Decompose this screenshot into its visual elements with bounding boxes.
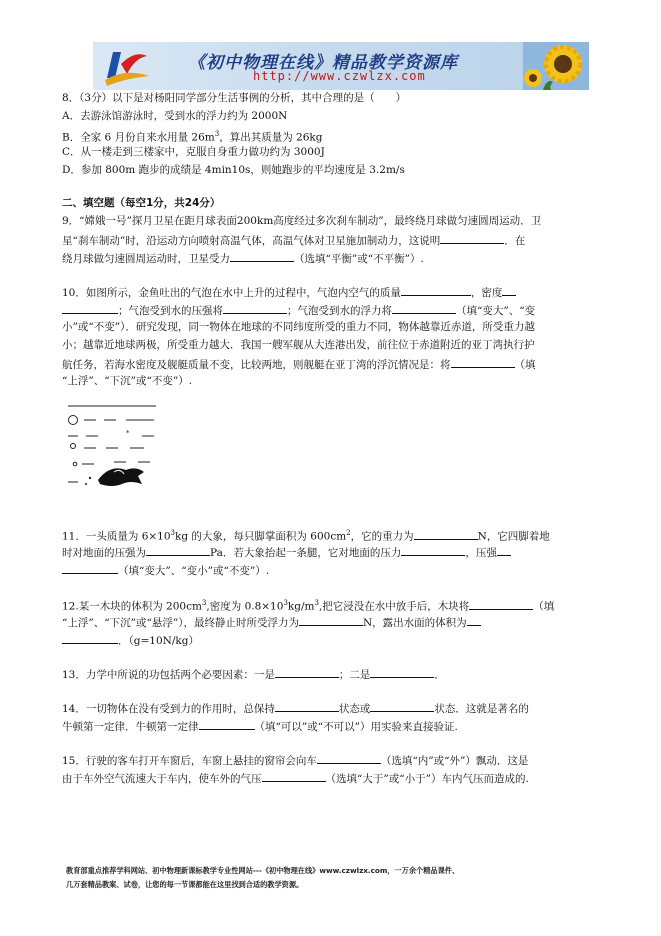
site-logo-icon xyxy=(95,44,155,88)
q8-option-c: C．从一楼走到三楼家中，克服自身重力做功约为 3000J xyxy=(62,146,325,158)
svg-text:*: * xyxy=(126,429,130,437)
q10-line-4: 小；越靠近地球两极，所受重力越大．我国一艘军舰从大连港出发，前往位于赤道附近的亚丁湾执行护 xyxy=(62,339,535,351)
answer-blank[interactable] xyxy=(497,544,511,556)
section-heading: 二、填空题（每空1分，共24分） xyxy=(62,197,221,209)
q12-line-2 xyxy=(62,614,481,630)
answer-blank[interactable] xyxy=(469,598,533,610)
q15-text: （选填“内”或“外”）飘动．这是 xyxy=(380,755,529,767)
q9-text: 绕月球做匀速圆周运动时，卫星受力 xyxy=(62,253,230,265)
q9-text: （选填“平衡”或“不平衡”）. xyxy=(294,253,424,265)
q13-text: 13．力学中所说的功包括两个必要因素：一是 xyxy=(62,669,275,681)
banner-title: 《初中物理在线》精品教学资源库 xyxy=(188,53,458,73)
answer-blank[interactable] xyxy=(392,302,456,314)
q11-text: Pa．若大象抬起一条腿，它对地面的压力 xyxy=(210,547,402,559)
q12-text: （填 xyxy=(533,600,555,613)
q15-text: 由于车外空气流速大于车内，使车外的气压 xyxy=(62,773,262,785)
superscript: 3 xyxy=(283,599,288,607)
answer-blank[interactable] xyxy=(317,752,381,764)
q14-text: 状态．这就是著名的 xyxy=(434,703,529,715)
q15-text: 15．行驶的客车打开车窗后，车窗上悬挂的窗帘会向车 xyxy=(62,755,317,767)
q12-text: ．（g=10N/kg） xyxy=(118,635,199,647)
answer-blank[interactable] xyxy=(451,356,515,368)
q12-text: ,把它浸没在水中放手后，木块将 xyxy=(318,600,470,613)
answer-blank[interactable] xyxy=(414,528,478,540)
q12-text: 12.某一木块的体积为 200cm xyxy=(62,600,202,613)
q9-text: 星“刹车制动”时，沿运动方向喷射高温气体，高温气体对卫星施加制动力，这说明 xyxy=(62,235,441,247)
answer-blank[interactable] xyxy=(401,284,471,296)
superscript: 3 xyxy=(314,599,319,607)
q11-line-2 xyxy=(62,544,511,560)
answer-blank[interactable] xyxy=(62,562,118,574)
answer-blank[interactable] xyxy=(440,232,504,244)
header-banner xyxy=(93,42,589,90)
q14-line-1 xyxy=(62,700,529,716)
q8-option-d: D．参加 800m 跑步的成绩是 4min10s，则她跑步的平均速度是 3.2m/s xyxy=(62,164,405,176)
q9-line-1: 9．“嫦娥一号”探月卫星在距月球表面200km高度经过多次刹车制动”，最终绕月球做匀速圆周运动．卫 xyxy=(62,215,542,227)
footer-line-1: 教育部重点推荐学科网站、初中物理新课标教学专业性网站---《初中物理在线》www.czwlzx.com，一万余个精品课件、 xyxy=(66,866,460,875)
answer-blank[interactable] xyxy=(199,718,255,730)
q14-text: （填“可以”或“不可以”）用实验来直接验证. xyxy=(254,721,458,733)
q10-text: 10．如图所示，金鱼吐出的气泡在水中上升的过程中，气泡内空气的质量 xyxy=(62,287,401,299)
q10-line-6: “上浮”、“下沉”或“不变”）. xyxy=(62,375,193,387)
q11-text: （填“变大”、“变小”或“不变”）. xyxy=(118,565,270,577)
q11-text: ，压强 xyxy=(465,547,497,559)
superscript: 3 xyxy=(170,529,176,537)
superscript: 3 xyxy=(201,599,207,607)
q14-text: 状态或 xyxy=(338,703,371,715)
q9-line-3 xyxy=(62,250,424,266)
q14-text: 14．一切物体在没有受到力的作用时，总保持 xyxy=(62,703,275,715)
q15-text: （选填“大于”或“小于”）车内气压而造成的. xyxy=(325,773,529,785)
q8-option-b-text: B．全家 6 月份自来水用量 26m xyxy=(62,131,215,144)
goldfish-bubbles-figure xyxy=(64,402,164,502)
q8-option-a: A．去游泳馆游泳时，受到水的浮力约为 2000N xyxy=(62,110,288,122)
q9-text: ．在 xyxy=(504,235,526,247)
q13-line xyxy=(62,666,445,682)
q11-line-1 xyxy=(62,526,550,544)
q10-text: ，密度 xyxy=(470,287,503,299)
superscript: 3 xyxy=(214,130,220,138)
answer-blank[interactable] xyxy=(467,614,481,626)
answer-blank[interactable] xyxy=(230,250,294,262)
answer-blank[interactable] xyxy=(370,666,434,678)
q14-line-2 xyxy=(62,718,458,734)
q8-stem: 8．（3分）以下是对杨阳同学部分生活事例的分析，其中合理的是（ ） xyxy=(62,92,407,104)
answer-blank[interactable] xyxy=(299,614,363,626)
q10-line-3: 小”或“不变”）．研究发现，同一物体在地球的不同纬度所受的重力不同，物体越靠近赤道，所受重力越 xyxy=(62,321,535,333)
sunflower-icon xyxy=(523,42,589,90)
banner-url: http://www.czwlzx.com xyxy=(253,69,426,83)
q11-text: 11．一头质量为 6×10 xyxy=(62,530,171,543)
q12-text: kg/m xyxy=(287,600,315,613)
q15-line-1 xyxy=(62,752,528,768)
footer-line-2: 几万套精品教案、试卷，让您的每一节课都能在这里找到合适的教学资源。 xyxy=(66,880,304,889)
answer-blank[interactable] xyxy=(401,544,465,556)
answer-blank[interactable] xyxy=(275,666,339,678)
answer-blank[interactable] xyxy=(223,302,287,314)
q10-line-5 xyxy=(62,356,536,372)
q10-text: ；气泡受到水的压强将 xyxy=(118,305,223,317)
q11-text: kg 的大象，每只脚掌面积为 600cm xyxy=(175,530,347,543)
q11-line-3 xyxy=(62,562,269,578)
answer-blank[interactable] xyxy=(370,700,434,712)
q10-line-2 xyxy=(62,302,535,318)
q11-text: ，它的重力为 xyxy=(350,530,414,543)
q10-text: （填“变大”、“变 xyxy=(456,305,536,317)
answer-blank[interactable] xyxy=(62,302,118,314)
answer-blank[interactable] xyxy=(275,700,339,712)
q9-line-2 xyxy=(62,232,525,248)
answer-blank[interactable] xyxy=(502,284,516,296)
q10-text: （填 xyxy=(514,359,536,371)
q12-text: ,密度为 0.8×10 xyxy=(206,600,284,613)
answer-blank[interactable] xyxy=(262,770,326,782)
q8-option-b-rest: ，算出其质量为 26kg xyxy=(219,131,323,144)
q12-line-1 xyxy=(62,596,554,614)
q10-text: 航任务，若海水密度及舰艇质量不变，比较两地，则舰艇在亚丁湾的浮沉情况是：将 xyxy=(62,359,451,371)
q14-text: 牛顿第一定律．牛顿第一定律 xyxy=(62,721,199,733)
q10-text: ；气泡受到水的浮力将 xyxy=(287,305,392,317)
q15-line-2 xyxy=(62,770,529,786)
q11-text: 时对地面的压强为 xyxy=(62,547,146,559)
superscript: 2 xyxy=(346,529,351,537)
q11-text: N，它四脚着地 xyxy=(477,530,550,543)
q10-line-1 xyxy=(62,284,516,300)
answer-blank[interactable] xyxy=(62,632,118,644)
q12-text: N，露出水面的体积为 xyxy=(362,617,467,629)
q12-text: “上浮”、“下沉”或“悬浮”），最终静止时所受浮力为 xyxy=(62,617,299,629)
q8-option-b xyxy=(62,127,323,145)
q13-text: ；二是 xyxy=(338,669,371,681)
q12-line-3 xyxy=(62,632,199,648)
answer-blank[interactable] xyxy=(146,544,210,556)
q13-text: ． xyxy=(434,669,445,681)
